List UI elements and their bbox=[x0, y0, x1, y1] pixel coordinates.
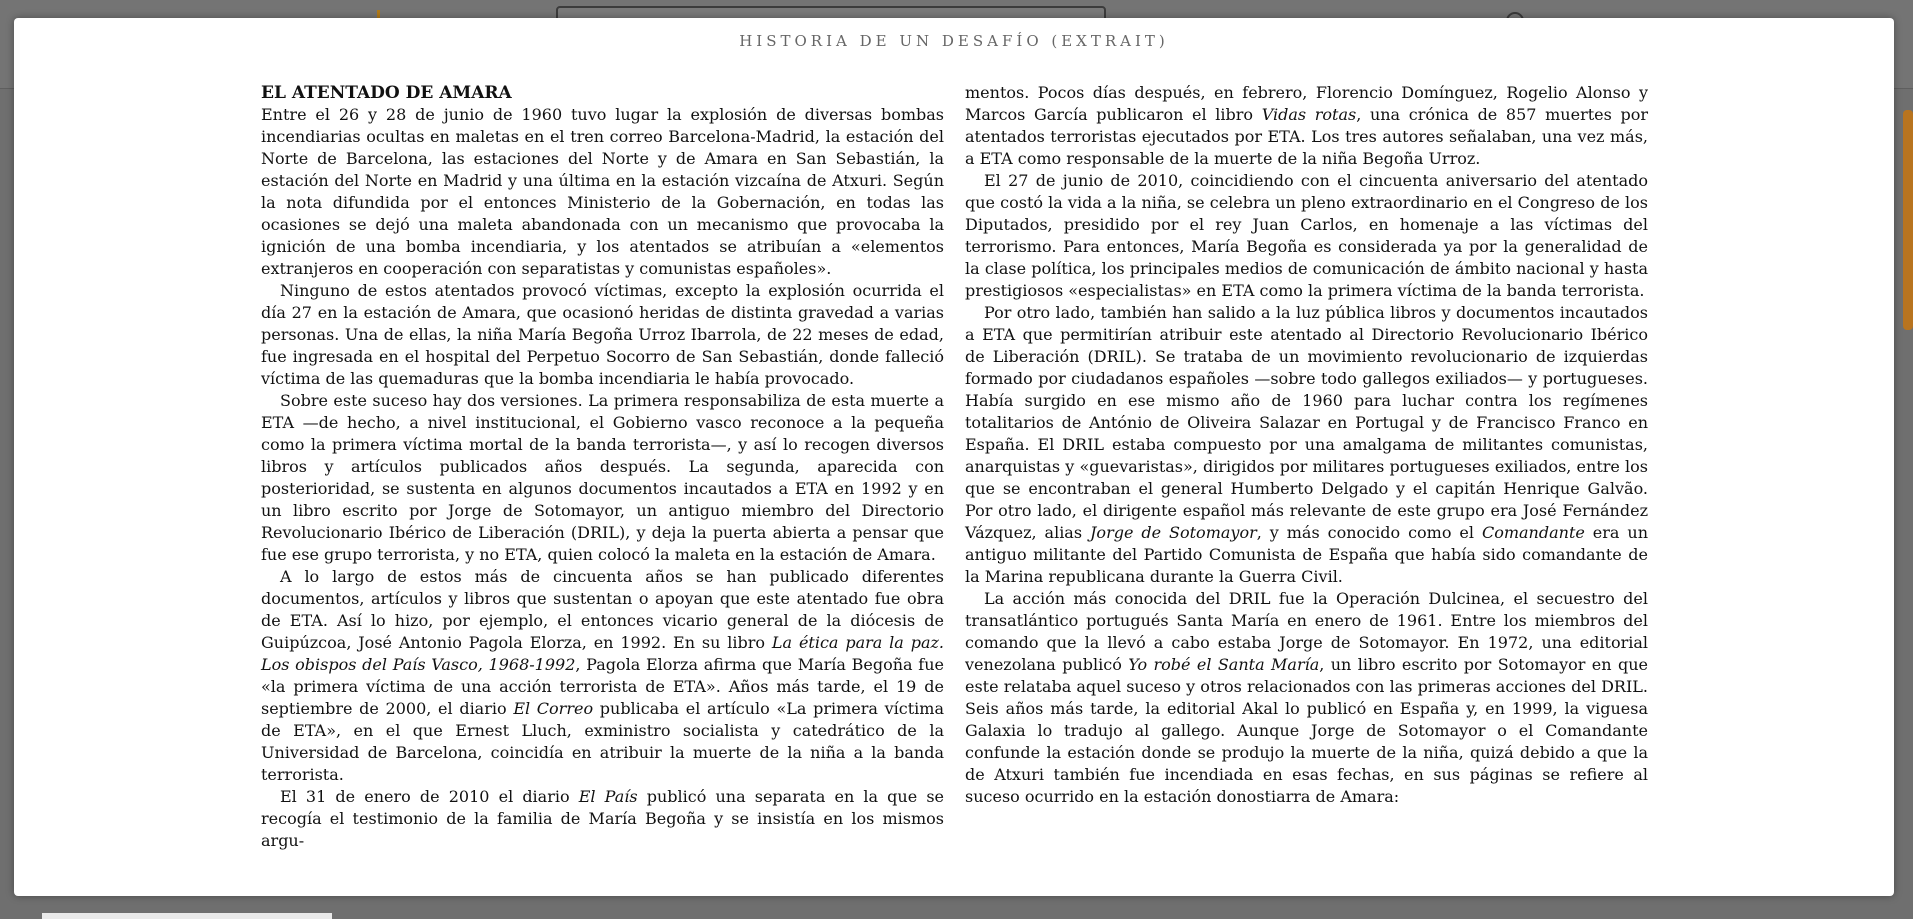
text-span: La acción más conocida del DRIL fue la Operación Dulcinea, el secuestro del transatlántico portugués Santa María en enero de 1961. Entre los miembros del comando que la llevó a cabo estaba Jorge de Sotomayor. En 1972, una editorial venezolana publicó bbox=[965, 589, 1648, 674]
scrollbar-thumb[interactable] bbox=[1903, 110, 1913, 330]
paragraph bbox=[261, 786, 944, 852]
excerpt-modal bbox=[14, 18, 1894, 896]
section-heading: EL ATENTADO DE AMARA bbox=[261, 83, 512, 103]
text-span: era un antiguo militante del Partido Comunista de España que había sido comandante de la Marina republicana durante la Guerra Civil. bbox=[965, 523, 1649, 586]
bottom-bar bbox=[42, 913, 332, 919]
italic-title: El País bbox=[578, 787, 638, 806]
paragraph: Entre el 26 y 28 de junio de 1960 tuvo lugar la explosión de diversas bombas incendiarias ocultas en maletas en el tren correo Barcelona-Madrid, la estación del Norte de Barcelona, las estaciones del Norte y de Amara en San Sebastián, la estación del Norte en Madrid y una última en la estación vizcaína de Atxuri. Según la nota difundida por el entonces Ministerio de la Gobernación, en todas las ocasiones se dejó una maleta abandonada con un mecanismo que provocaba la ignición de una bomba incendiaria, y los atentados se atribuían a «elementos extranjeros en cooperación con separatistas y comunistas españoles». bbox=[261, 105, 944, 278]
italic-title: Yo robé el Santa María bbox=[1128, 655, 1320, 674]
paragraph: Sobre este suceso hay dos versiones. La primera responsabiliza de esta muerte a ETA —de hecho, a nivel institucional, el Gobierno vasco reconoce a la pequeña como la primera víctima mortal de la banda terrorista—, y así lo recogen diversos libros y artículos publicados años después. La segunda, aparecida con posterioridad, se sustenta en algunos documentos incautados a ETA en 1992 y en un libro escrito por Jorge de Sotomayor, un antiguo miembro del Directorio Revolucionario Ibérico de Liberación (DRIL), y deja la puerta abierta a pensar que fue ese grupo terrorista, y no ETA, quien colocó la maleta en la estación de Amara. bbox=[261, 391, 944, 564]
text-span: publicó una separata en la que se recogía el testimonio de la familia de María Begoña y se insistía en los mismos argu- bbox=[261, 787, 945, 850]
paragraph bbox=[965, 302, 1648, 588]
italic-alias: Comandante bbox=[1481, 523, 1585, 542]
text-span: mentos. Pocos días después, en febrero, Florencio Domínguez, Rogelio Alonso y Marcos García publicaron el libro bbox=[965, 83, 1648, 124]
modal-title: HISTORIA DE UN DESAFÍO (EXTRAIT) bbox=[739, 32, 1169, 50]
paragraph bbox=[965, 82, 1648, 170]
italic-title: La ética para la paz. Los obispos del País Vasco, 1968-1992 bbox=[261, 633, 944, 674]
text-span: A lo largo de estos más de cincuenta años se han publicado diferentes documentos, artículos y libros que sustentan o apoyan que este atentado fue obra de ETA. Así lo hizo, por ejemplo, el entonces vicario general de la diócesis de Guipúzcoa, José Antonio Pagola Elorza, en 1992. En su libro bbox=[261, 567, 944, 652]
paragraph: El 27 de junio de 2010, coincidiendo con el cincuenta aniversario del atentado que costó la vida a la niña, se celebra un pleno extraordinario en el Congreso de los Diputados, presidido por el rey Juan Carlos, en homenaje a las víctimas del terrorismo. Para entonces, María Begoña es considerada ya por la generalidad de la clase política, los principales medios de comunicación de ámbito nacional y hasta prestigiosos «especialistas» en ETA como la primera víctima de la banda terrorista. bbox=[965, 171, 1648, 300]
paragraph: Ninguno de estos atentados provocó víctimas, excepto la explosión ocurrida el día 27 en la estación de Amara, que ocasionó heridas de distinta gravedad a varias personas. Una de ellas, la niña María Begoña Urroz Ibarrola, de 22 meses de edad, fue ingresada en el hospital del Perpetuo Socorro de San Sebastián, donde falleció víctima de las quemaduras que la bomba incendiaria le había provocado. bbox=[261, 281, 944, 388]
text-column-left bbox=[261, 82, 944, 852]
text-span: Por otro lado, también han salido a la luz pública libros y documentos incautados a ETA que permitirían atribuir este atentado al Directorio Revolucionario Ibérico de Liberación (DRIL). Se trataba de un movimiento revolucionario de izquierdas formado por ciudadanos españoles —sobre todo gallegos exiliados— y portugueses. Había surgido en ese mismo año de 1960 para luchar contra los regímenes totalitarios de António de Oliveira Salazar en Portugal y de Francisco Franco en España. El DRIL estaba compuesto por una amalgama de militantes comunistas, anarquistas y «guevaristas», dirigidos por militares portugueses exiliados, entre los que se encontraban el general Humberto Delgado y el capitán Henrique Galvão. Por otro lado, el dirigente español más relevante de este grupo era José Fernández Vázquez, alias bbox=[965, 303, 1648, 542]
italic-alias: Jorge de Sotomayor bbox=[1090, 523, 1257, 542]
italic-title: El Correo bbox=[513, 699, 594, 718]
text-span: , y más conocido como el bbox=[1256, 523, 1482, 542]
italic-title: Vidas rotas bbox=[1261, 105, 1357, 124]
text-column-right bbox=[965, 82, 1648, 808]
text-span: , Pagola Elorza afirma que María Begoña fue «la primera víctima de una acción terrorista de ETA». Años más tarde, el 19 de septiembre de 2000, el diario bbox=[261, 655, 944, 718]
text-span: , un libro escrito por Sotomayor en que este relataba aquel suceso y otros relacionados con las primeras acciones del DRIL. Seis años más tarde, la editorial Akal lo publicó en España y, en 1999, la viguesa Galaxia lo tradujo al gallego. Aunque Jorge de Sotomayor o el Comandante confunde la estación donde se produjo la muerte de la niña, quizá debido a que la de Atxuri también fue incendiada en esas fechas, en sus páginas se refiere al suceso ocurrido en la estación donostiarra de Amara: bbox=[965, 655, 1648, 806]
text-span: , una crónica de 857 muertes por atentados terroristas ejecutados por ETA. Los tres autores señalaban, una vez más, a ETA como responsable de la muerte de la niña Begoña Urroz. bbox=[965, 105, 1649, 168]
text-span: publicaba el artículo «La primera víctima de ETA», en el que Ernest Lluch, exministro socialista y catedrático de la Universidad de Barcelona, coincidía en atribuir la muerte de la niña a la banda terrorista. bbox=[261, 699, 945, 784]
paragraph bbox=[965, 588, 1648, 808]
paragraph bbox=[261, 566, 944, 786]
text-span: El 31 de enero de 2010 el diario bbox=[280, 787, 579, 806]
